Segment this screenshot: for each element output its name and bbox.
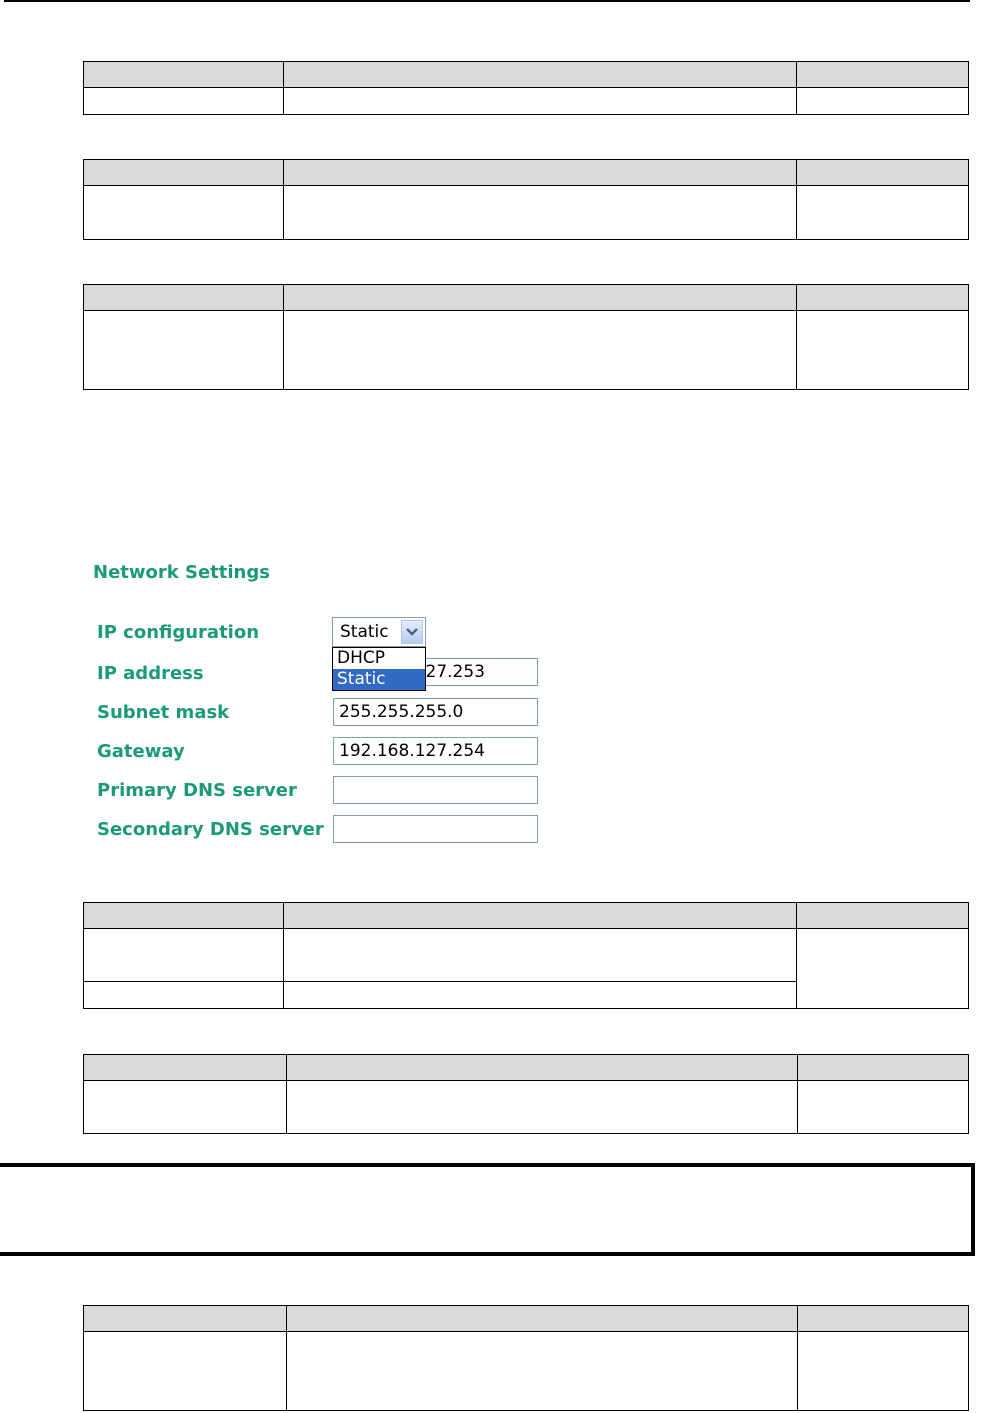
gateway-input[interactable] <box>333 737 538 765</box>
primary-dns-input[interactable] <box>333 776 538 804</box>
chevron-down-icon[interactable] <box>401 620 423 644</box>
table-header-row <box>84 160 969 186</box>
table-header-row <box>84 1306 969 1332</box>
dropdown-option-static[interactable]: Static <box>333 669 425 690</box>
table-row <box>84 88 969 115</box>
settings-table-3 <box>83 284 969 390</box>
primary-dns-label: Primary DNS server <box>97 780 297 801</box>
table-row <box>84 929 969 982</box>
table-row <box>84 311 969 390</box>
header-rule <box>4 0 970 2</box>
table-row <box>84 186 969 240</box>
subnet-mask-input[interactable] <box>333 698 538 726</box>
settings-table-4 <box>83 902 969 1009</box>
table-header-row <box>84 903 969 929</box>
table-row <box>84 1081 969 1134</box>
ip-configuration-label: IP configuration <box>97 622 260 643</box>
table-header-row <box>84 1055 969 1081</box>
ip-configuration-select[interactable] <box>332 617 426 647</box>
table-header-row <box>84 285 969 311</box>
table-header-row <box>84 62 969 88</box>
settings-table-2 <box>83 159 969 240</box>
panel-title: Network Settings <box>93 562 270 583</box>
gateway-label: Gateway <box>97 741 185 762</box>
network-settings-panel <box>90 555 550 855</box>
settings-table-6 <box>83 1305 969 1411</box>
secondary-dns-input[interactable] <box>333 815 538 843</box>
secondary-dns-label: Secondary DNS server <box>97 819 324 840</box>
note-box <box>0 1163 975 1256</box>
ip-address-label: IP address <box>97 663 204 684</box>
ip-configuration-value: Static <box>340 622 389 642</box>
table-row <box>84 1332 969 1411</box>
settings-table-5 <box>83 1054 969 1134</box>
subnet-mask-label: Subnet mask <box>97 702 230 723</box>
ip-configuration-dropdown[interactable] <box>332 647 426 691</box>
settings-table-1 <box>83 61 969 115</box>
dropdown-option-dhcp[interactable]: DHCP <box>337 648 385 668</box>
